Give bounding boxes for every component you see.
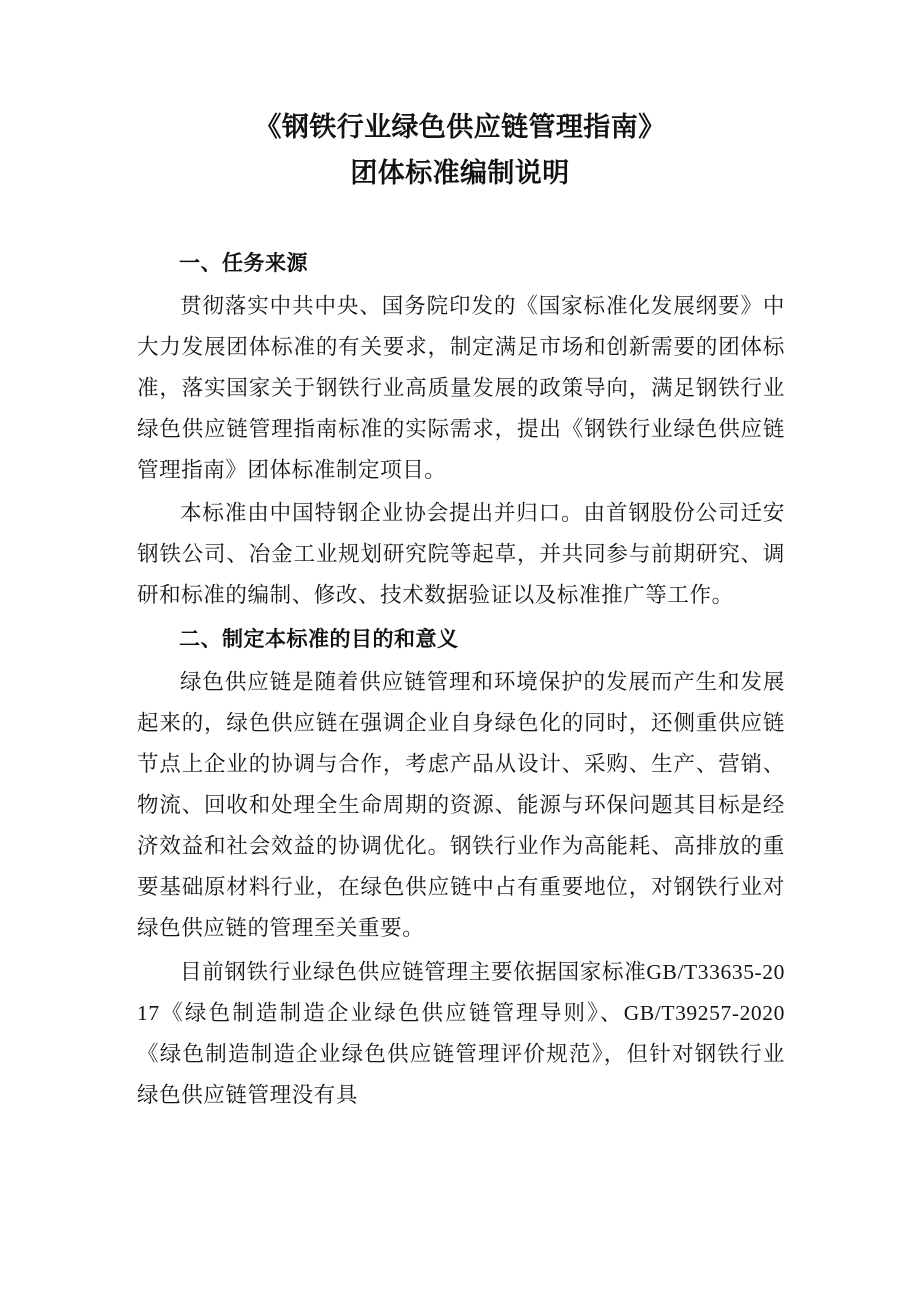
document-title [0, 104, 920, 196]
document-title-line-2: 团体标准编制说明 [350, 158, 570, 188]
document-body [137, 243, 785, 1116]
section-1-paragraph-1: 贯彻落实中共中央、国务院印发的《国家标准化发展纲要》中大力发展团体标准的有关要求，制定满足市场和创新需要的团体标准，落实国家关于钢铁行业高质量发展的政策导向，满足钢铁行业绿色供应链管理指南标准的实际需求，提出《钢铁行业绿色供应链管理指南》团体标准制定项目。 [137, 294, 785, 482]
document-title-line-1: 《钢铁行业绿色供应链管理指南》 [254, 112, 666, 142]
section-purpose-and-significance [137, 619, 785, 1116]
section-task-source [137, 243, 785, 616]
section-2-paragraph-2: 目前钢铁行业绿色供应链管理主要依据国家标准GB/T33635-2017《绿色制造制造企业绿色供应链管理导则》、GB/T39257-2020《绿色制造制造企业绿色供应链管理评价规范》，但针对钢铁行业绿色供应链管理没有具 [137, 960, 785, 1107]
section-2-paragraph-1: 绿色供应链是随着供应链管理和环境保护的发展而产生和发展起来的，绿色供应链在强调企业自身绿色化的同时，还侧重供应链节点上企业的协调与合作，考虑产品从设计、采购、生产、营销、物流、回收和处理全生命周期的资源、能源与环保问题其目标是经济效益和社会效益的协调优化。钢铁行业作为高能耗、高排放的重要基础原材料行业，在绿色供应链中占有重要地位，对钢铁行业对绿色供应链的管理至关重要。 [137, 670, 785, 940]
section-heading-1: 一、任务来源 [179, 252, 308, 275]
section-1-paragraph-2: 本标准由中国特钢企业协会提出并归口。由首钢股份公司迁安钢铁公司、冶金工业规划研究院等起草，并共同参与前期研究、调研和标准的编制、修改、技术数据验证以及标准推广等工作。 [137, 501, 785, 607]
section-heading-2: 二、制定本标准的目的和意义 [179, 628, 459, 651]
